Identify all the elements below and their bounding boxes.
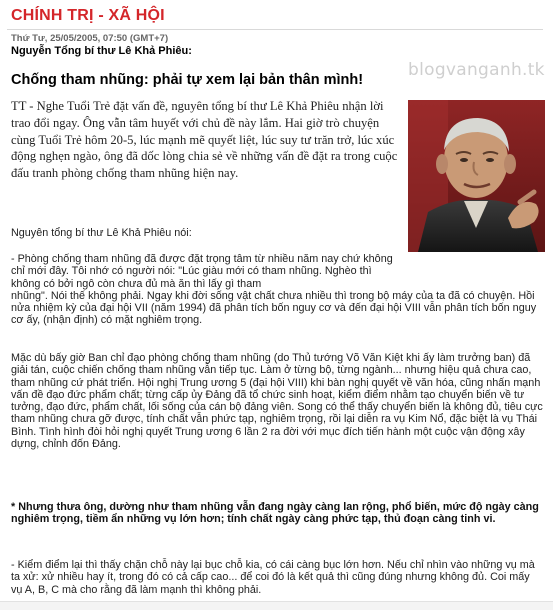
- portrait-image: [408, 100, 545, 252]
- article-intro: Nguyên tổng bí thư Lê Khả Phiêu nói:: [11, 227, 192, 239]
- paragraph-1-narrow-part: - Phòng chống tham nhũng đã được đặt trọng tâm từ nhiều năm nay chứ không chỉ mới đây. Tôi nhớ có người nói: "Lúc giàu mới có tham nhũng. Nghèo thì không có bởi ngô còn chưa đủ mà ăn thì lấy gì tham: [11, 253, 393, 290]
- article-dateline: Thứ Tư, 25/05/2005, 07:50 (GMT+7): [11, 33, 169, 44]
- divider: [7, 29, 543, 30]
- article-paragraph-4: - Kiểm điểm lại thì thấy chặn chỗ này lại bục chỗ kia, có cái càng bục lớn hơn. Nếu chỉ nhìn vào những vụ mà ta xử: xử nhiều hay ít, trong đó có cả cấp cao... để coi đó là kết quả thì cũng đúng nhưng không đủ. Coi mấy vụ A, B, C mà cho rằng đã làm mạnh thì không phải.: [11, 559, 535, 596]
- paragraph-1-wide-part: nhũng". Nói thế không phải. Ngay khi đời sống vật chất chưa nhiều thì trong bộ máy của ta đã có chuyện. Hồi nửa nhiệm kỳ của đại hội VII (năm 1994) đã phân tích bốn nguy cơ và đến đại hội VIII vẫn phân tích bốn nguy cơ ấy, (nhận định) có mặt nghiêm trọng.: [11, 289, 537, 327]
- interviewer-question: * Nhưng thưa ông, dường như tham nhũng vẫn đang ngày càng lan rộng, phổ biến, mức độ ngày càng nghiêm trọng, tiềm ẩn những vụ lớn hơn; tính chất ngày càng phức tạp, thủ đoạn càng tinh vi.: [11, 501, 539, 526]
- article-subhead: Nguyễn Tổng bí thư Lê Khả Phiêu:: [11, 45, 192, 57]
- article-paragraph-2: Mặc dù bấy giờ Ban chỉ đạo phòng chống tham nhũng (do Thủ tướng Võ Văn Kiệt khi ấy làm trưởng ban) đã giải tán, cuộc chiến chống tham nhũng vẫn tiếp tục. Làm ở từng bộ, từng ngành... nhưng hiệu quả chưa cao, tham nhũng cứ phát triển. Hội nghị Trung ương 5 (đại hội VIII) khi bàn nghị quyết về văn hóa, cũng nhấn mạnh vấn đề đạo đức phẩm chất; từng cấp ủy Đảng đã tổ chức sinh hoạt, kiểm điểm nhằm tạo chuyển biến về tư tưởng, đạo đức, phẩm chất, lối sống của cán bộ đảng viên. Song có thể thấy chuyển biến là không đủ, tiêu cực tham nhũng chưa gỡ được, tính chất vẫn phức tạp, nghiêm trọng, rồi lại diễn ra vụ Kim Nổ, đặc biệt là vụ Thái Bình. Tình hình đòi hỏi nghị quyết Trung ương 6 lần 2 ra đời với mục đích tiến hành một cuộc vận động xây dựng, chỉnh đốn Đảng.: [11, 352, 543, 451]
- portrait-photo: [408, 100, 545, 252]
- article-paragraph-1: [11, 253, 544, 327]
- watermark: blogvanganh.tk: [408, 60, 545, 80]
- section-title[interactable]: CHÍNH TRỊ - XÃ HỘI: [11, 7, 165, 24]
- article-lead: TT - Nghe Tuổi Trẻ đặt vấn đề, nguyên tổng bí thư Lê Khả Phiêu nhận lời trao đổi ngay. Ông vẫn tâm huyết với chủ đề này lắm. Hai giờ trò chuyện cùng Tuổi Trẻ hôm 20-5, lúc mạnh mẽ quyết liệt, lúc suy tư trăn trở, lúc xúc động nghẹn ngào, ông đã dốc lòng chia sẻ về những vấn đề đặt ra trong cuộc đấu tranh phòng chống tham nhũng hiện nay.: [11, 99, 398, 181]
- article-headline: Chống tham nhũng: phải tự xem lại bản thân mình!: [11, 72, 364, 88]
